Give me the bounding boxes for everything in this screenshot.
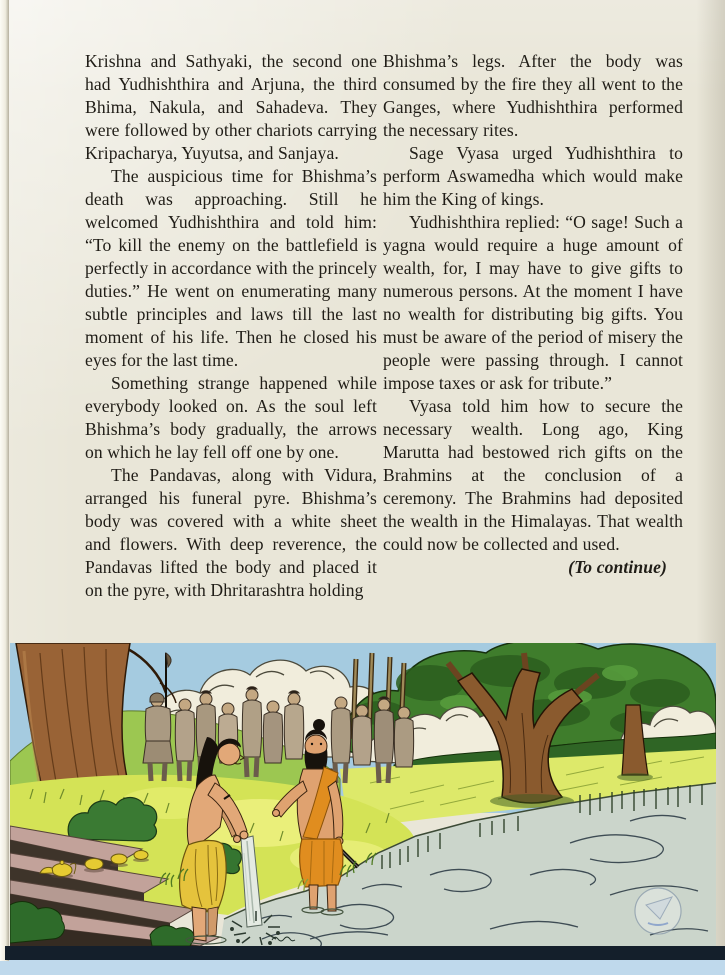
scan-strip-dark — [5, 946, 725, 960]
paragraph: Bhishma’s legs. After the body was consumed by the fire they all went to the Ganges, where Yudhishthira performed the necessary rites. — [383, 51, 683, 140]
left-column — [85, 50, 377, 635]
book-page — [9, 0, 725, 946]
watermark-stamp — [635, 888, 681, 934]
paragraph: The auspicious time for Bhishma’s death was approaching. Still he welcomed Yudhishthira and told him: “To kill the enemy on the battlefield is perfectly in accordance with the princely duties.” He went on enumerating many subtle principles and laws till the last moment of his life. Then he closed his eyes for the last time. — [85, 166, 377, 370]
illustration-figure — [10, 643, 716, 946]
scan-edge-left — [0, 0, 9, 961]
paragraph: Sage Vyasa urged Yudhishthira to perform Aswamedha which would make him the King of kings. — [383, 143, 683, 209]
continuation-note: (To continue) — [568, 557, 667, 577]
paragraph: Krishna and Sathyaki, the second one had Yudhishthira and Arjuna, the third Bhima, Nakula, and Sahadeva. They were followed by other chariots carrying Kripacharya, Yuyutsa, and Sanjaya. — [85, 51, 377, 163]
paragraph: Something strange happened while everybody looked on. As the soul left Bhishma’s body gradually, the arrows on which he lay fell off one by one. — [85, 373, 377, 462]
paragraph: Vyasa told him how to secure the necessary wealth. Long ago, King Marutta had bestowed rich gifts on the Brahmins at the conclusion of a ceremony. The Brahmins had deposited the wealth in the Himalayas. That wealth could now be collected and used. — [383, 396, 683, 554]
paragraph: The Pandavas, along with Vidura, arranged his funeral pyre. Bhishma’s body was covered with a white sheet and flowers. With deep reverence, the Pandavas lifted the body and placed it on the pyre, with Dhritarashtra holding — [85, 465, 377, 600]
paragraph: Yudhishthira replied: “O sage! Such a yagna would require a huge amount of wealth, for, I may have to give gifts to numerous persons. At the moment I have no wealth for distributing big gifts. You must be aware of the period of misery the people were passing through. I cannot impose taxes or ask for tribute.” — [383, 212, 683, 393]
right-column — [383, 50, 683, 635]
